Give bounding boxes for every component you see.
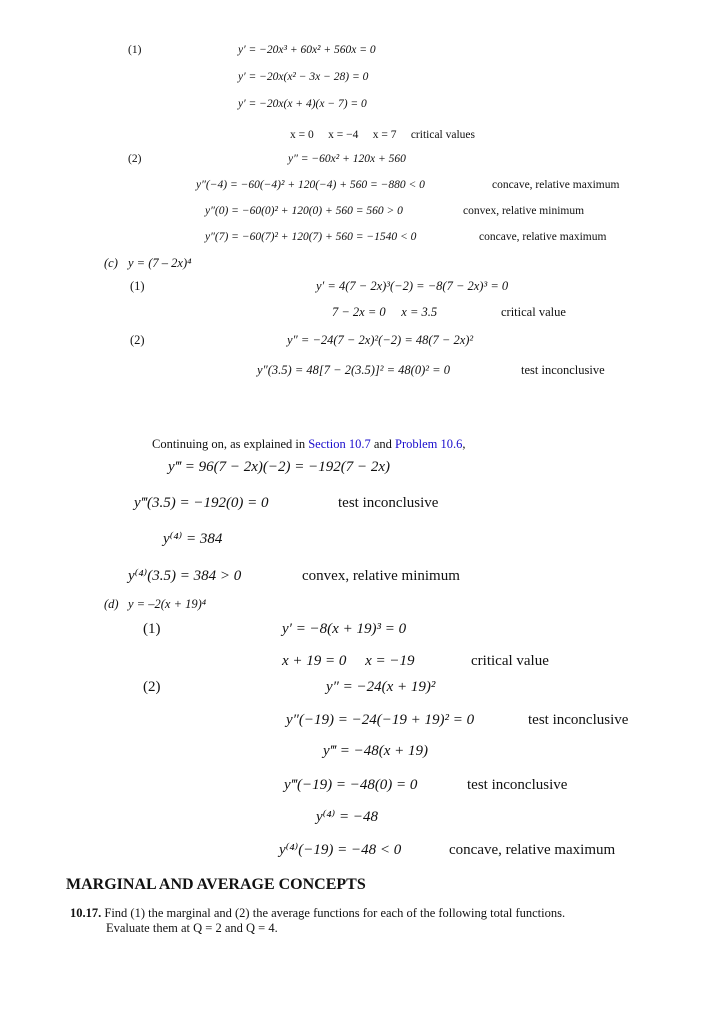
equation-first-derivative: y′ = 4(7 − 2x)³(−2) = −8(7 − 2x)³ = 0 (316, 279, 509, 293)
problem-number: 10.17. (70, 906, 102, 920)
evaluation-note: test inconclusive (528, 712, 629, 728)
evaluation-note: test inconclusive (521, 363, 605, 377)
problem-statement-line1 (70, 907, 565, 920)
step-label-1: (1) (143, 621, 161, 637)
continuing-text: Continuing on, as explained in (152, 437, 309, 451)
evaluation-note: test inconclusive (338, 495, 439, 511)
equation-fourth-derivative: y⁽⁴⁾ = 384 (163, 531, 223, 547)
evaluation-note: test inconclusive (467, 777, 568, 793)
step-label-1: (1) (128, 44, 142, 56)
critical-values-line: x = 0 x = −4 x = 7 critical values (290, 129, 475, 141)
evaluation-x-3-5: y″(3.5) = 48[7 − 2(3.5)]² = 48(0)² = 0 (257, 363, 450, 377)
evaluation-x-0: y″(0) = −60(0)² + 120(0) + 560 = 560 > 0 (205, 205, 403, 217)
equation-fully-factored: y′ = −20x(x + 4)(x − 7) = 0 (238, 98, 367, 110)
link-problem-10-6[interactable]: Problem 10.6 (395, 437, 463, 451)
evaluation-note: convex, relative minimum (463, 205, 585, 217)
evaluation-note: concave, relative maximum (449, 842, 616, 858)
equation-third-derivative: y‴ = 96(7 − 2x)(−2) = −192(7 − 2x) (168, 459, 390, 475)
function-c: y = (7 – 2x)⁴ (128, 256, 192, 270)
link-section-10-7[interactable]: Section 10.7 (308, 437, 371, 451)
equation-factored: y′ = −20x(x² − 3x − 28) = 0 (238, 71, 369, 83)
continuing-paragraph (152, 438, 466, 451)
critical-value-equation: x + 19 = 0 x = −19 (282, 653, 415, 669)
critical-value-note: critical value (501, 305, 566, 319)
step-label-1: (1) (130, 279, 145, 293)
step-label-2: (2) (128, 153, 142, 165)
evaluation-second-derivative: y″(−19) = −24(−19 + 19)² = 0 (286, 712, 475, 728)
function-d: y = –2(x + 19)⁴ (128, 597, 207, 611)
section-heading: MARGINAL AND AVERAGE CONCEPTS (66, 876, 366, 893)
equation-second-derivative: y″ = −24(7 − 2x)²(−2) = 48(7 − 2x)² (287, 333, 474, 347)
evaluation-note: concave, relative maximum (479, 231, 607, 243)
evaluation-note: concave, relative maximum (492, 179, 620, 191)
problem-text: Find (1) the marginal and (2) the average functions for each of the following total functions. (101, 906, 566, 920)
continuing-text: , (462, 437, 466, 451)
evaluation-fourth-derivative: y⁽⁴⁾(3.5) = 384 > 0 (128, 568, 242, 584)
equation-third-derivative: y‴ = −48(x + 19) (323, 743, 428, 759)
equation-second-derivative: y″ = −24(x + 19)² (326, 679, 436, 695)
part-label-c: (c) (104, 256, 118, 270)
equation-first-derivative: y′ = −20x³ + 60x² + 560x = 0 (238, 44, 376, 56)
step-label-2: (2) (130, 333, 145, 347)
evaluation-fourth-derivative: y⁽⁴⁾(−19) = −48 < 0 (279, 842, 402, 858)
equation-first-derivative: y′ = −8(x + 19)³ = 0 (282, 621, 407, 637)
equation-fourth-derivative: y⁽⁴⁾ = −48 (316, 809, 378, 825)
evaluation-note: convex, relative minimum (302, 568, 460, 584)
equation-second-derivative: y″ = −60x² + 120x + 560 (288, 153, 406, 165)
evaluation-third-derivative: y‴(−19) = −48(0) = 0 (284, 777, 418, 793)
evaluation-x-neg4: y″(−4) = −60(−4)² + 120(−4) + 560 = −880 < 0 (196, 179, 425, 191)
evaluation-x-7: y″(7) = −60(7)² + 120(7) + 560 = −1540 < 0 (205, 231, 417, 243)
critical-value-equation: 7 − 2x = 0 x = 3.5 (332, 305, 438, 319)
problem-statement-line2: Evaluate them at Q = 2 and Q = 4. (106, 921, 278, 935)
continuing-text: and (370, 437, 396, 451)
step-label-2: (2) (143, 679, 161, 695)
part-label-d: (d) (104, 597, 119, 611)
evaluation-third-derivative: y‴(3.5) = −192(0) = 0 (134, 495, 269, 511)
critical-value-note: critical value (471, 653, 549, 669)
